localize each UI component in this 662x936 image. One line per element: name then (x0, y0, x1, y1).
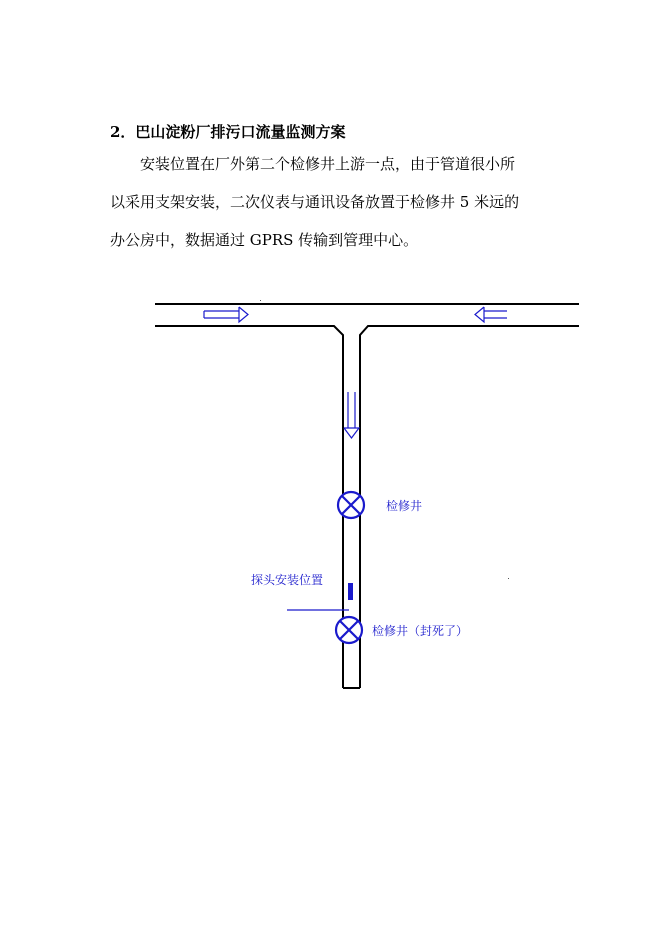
main-pipe-bottom-left-wall (155, 326, 343, 688)
paragraph-line-3: 办公房中，数据通过 GPRS 传输到管理中心。 (110, 231, 419, 249)
main-pipe (155, 304, 579, 688)
flow-arrow-right-icon (204, 307, 248, 322)
stray-dot (260, 300, 261, 301)
probe-icon (348, 583, 353, 600)
manhole-label: 检修井 (386, 499, 423, 513)
sealed-manhole-icon (336, 617, 362, 643)
flow-arrow-down-icon (344, 392, 359, 438)
manhole-icon (338, 492, 364, 518)
stray-dot (508, 578, 509, 579)
flow-arrow-left-icon (475, 307, 507, 322)
sealed-manhole-label: 检修井（封死了） (372, 624, 469, 638)
section-heading: 2．巴山淀粉厂排污口流量监测方案 (110, 123, 346, 141)
paragraph-line-2: 以采用支架安装，二次仪表与通讯设备放置于检修井 5 米远的 (110, 193, 520, 211)
probe-label: 探头安装位置 (251, 573, 324, 587)
paragraph-line-1: 安装位置在厂外第二个检修井上游一点，由于管道很小所 (140, 155, 516, 173)
